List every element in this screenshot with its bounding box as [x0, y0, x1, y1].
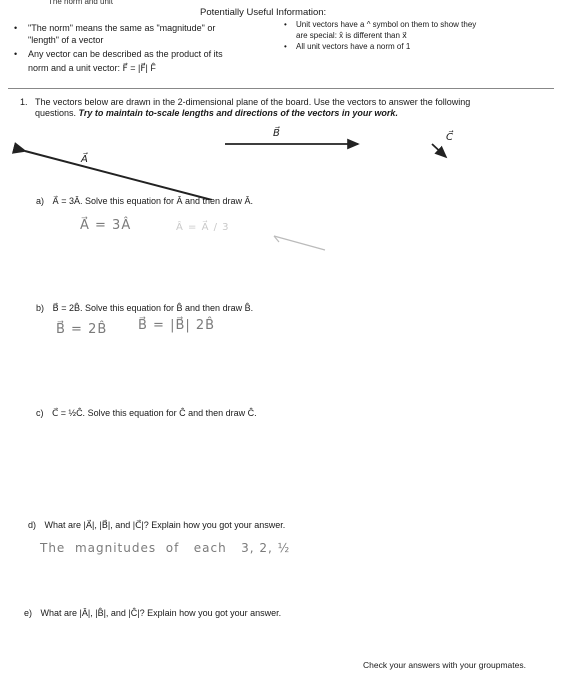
- info-right-bullet-2: • All unit vectors have a norm of 1: [284, 42, 411, 51]
- vector-c: [432, 144, 446, 157]
- info-bullet-2-cont: norm and a unit vector: F⃗ = |F⃗| F̂: [28, 63, 156, 73]
- info-right: [284, 19, 554, 52]
- footer-note: Check your answers with your groupmates.: [363, 660, 526, 670]
- part-c-text: C⃗ = ½Ĉ. Solve this equation for Ĉ and then draw Ĉ.: [52, 408, 257, 418]
- info-bullet-2: • Any vector can be described as the product of its: [14, 49, 223, 59]
- part-b-handwriting-1: B⃗ = 2B̂: [56, 322, 108, 337]
- part-a-label: a): [36, 196, 45, 206]
- part-b: [36, 303, 253, 314]
- info-bullet-1-cont: "length" of a vector: [28, 35, 104, 45]
- part-d: [28, 520, 285, 531]
- part-d-handwriting: The magnitudes of each 3, 2, ½: [40, 541, 291, 555]
- info-bullet-1: • "The norm" means the same as "magnitude" or: [14, 23, 216, 33]
- part-e-text: What are |Â|, |B̂|, and |Ĉ|? Explain how you got your answer.: [40, 608, 282, 618]
- part-d-label: d): [28, 520, 37, 530]
- part-b-text: B⃗ = 2B̂. Solve this equation for B̂ and then draw B̂.: [52, 303, 254, 313]
- part-b-handwriting-2: B⃗ = |B⃗| 2B̂: [138, 318, 216, 333]
- part-d-text: What are |A⃗|, |B⃗|, and |C⃗|? Explain how you got your answer.: [44, 520, 286, 530]
- info-left: [14, 23, 264, 74]
- info-right-bullet-1-cont: are special: x̂ is different than x⃗: [296, 31, 407, 40]
- section-divider: [8, 88, 554, 89]
- part-b-label: b): [36, 303, 45, 313]
- part-e: [24, 608, 281, 619]
- page-title-fragment: The norm and unit: [48, 0, 113, 6]
- question-1-line2: questions. Try to maintain to-scale lengths and directions of the vectors in your work.: [35, 108, 398, 118]
- question-1: [20, 97, 470, 108]
- question-number: 1.: [20, 97, 28, 107]
- vector-b-label: B⃗: [273, 128, 280, 139]
- part-a-faint-erased: Â = A⃗ / 3: [176, 222, 230, 233]
- question-text: The vectors below are drawn in the 2-dimensional plane of the board. Use the vectors to answer the following: [35, 97, 471, 107]
- info-right-bullet-1: • Unit vectors have a ^ symbol on them to show they: [284, 20, 477, 29]
- part-e-label: e): [24, 608, 33, 618]
- part-a-text: A⃗ = 3Â. Solve this equation for Â and then draw Â.: [52, 196, 254, 206]
- info-title: Potentially Useful Information:: [200, 7, 327, 18]
- part-a-handwriting: A⃗ = 3Â: [80, 218, 132, 233]
- part-c-label: c): [36, 408, 44, 418]
- part-a: [36, 196, 253, 207]
- vector-a-label: A⃗: [81, 154, 88, 165]
- vector-c-label: C⃗: [446, 132, 453, 143]
- vector-a: [25, 151, 212, 200]
- part-c: [36, 408, 257, 419]
- part-a-drawn-vector: [270, 232, 330, 254]
